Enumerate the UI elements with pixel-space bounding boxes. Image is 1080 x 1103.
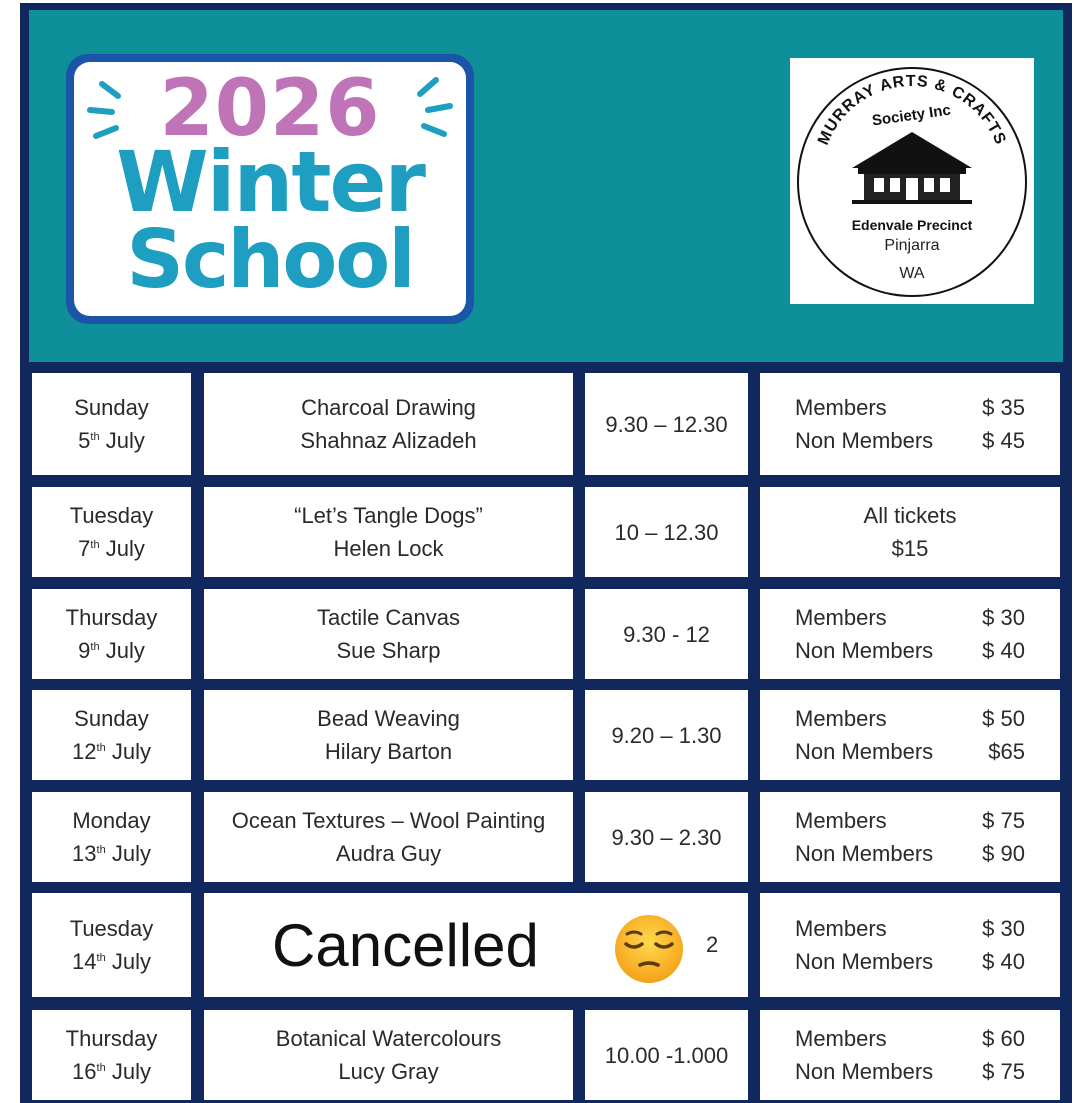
weekday: Monday	[72, 808, 151, 833]
price-label: Non Members	[795, 841, 934, 866]
session-time: 10 – 12.30	[614, 519, 719, 545]
time-cell	[585, 690, 748, 780]
date-number: 13	[72, 841, 97, 866]
weekday: Sunday	[74, 706, 149, 731]
date-cell	[32, 589, 191, 679]
date-lines	[74, 391, 149, 457]
stray-digit: 2	[706, 932, 719, 957]
price-amount: $ 50	[982, 706, 1025, 731]
workshop-title: Charcoal Drawing	[301, 395, 476, 420]
price-label: Non Members	[795, 428, 934, 453]
price-amount: $ 90	[982, 841, 1025, 866]
date-cell	[32, 373, 191, 475]
workshop-title: Botanical Watercolours	[275, 1026, 502, 1051]
month: July	[111, 841, 151, 866]
date-number: 16	[72, 1059, 97, 1084]
tutor-name: Shahnaz Alizadeh	[300, 428, 477, 453]
date-suffix: th	[90, 539, 100, 551]
weekday: Tuesday	[69, 503, 154, 528]
month: July	[105, 536, 145, 561]
date-number: 5	[78, 428, 91, 453]
logo-precinct-text: Edenvale Precinct	[851, 217, 973, 233]
tutor-name: Lucy Gray	[338, 1059, 439, 1084]
workshop-lines	[276, 1022, 501, 1088]
price-label: Members	[795, 605, 887, 630]
date-suffix: th	[96, 1062, 106, 1074]
date-line	[70, 945, 154, 978]
logo-town-text: Pinjarra	[884, 237, 940, 254]
price-amount: $ 40	[982, 949, 1025, 974]
date-line	[72, 735, 151, 768]
title-badge-inner	[74, 62, 466, 316]
house-icon	[852, 132, 972, 204]
price-amount: $ 75	[982, 1059, 1025, 1084]
price-label: Members	[795, 916, 887, 941]
workshop-title: Ocean Textures – Wool Painting	[231, 808, 546, 833]
price-amount: $ 60	[982, 1026, 1025, 1051]
price-row	[795, 837, 1025, 870]
date-cell	[32, 690, 191, 780]
time-cell	[585, 589, 748, 679]
price-row	[795, 912, 1025, 945]
logo-arc-text: MURRAY ARTS & CRAFTS	[814, 72, 1010, 148]
price-row	[795, 804, 1025, 837]
price-row	[795, 702, 1025, 735]
price-row	[795, 634, 1025, 667]
workshop-cell	[204, 589, 573, 679]
poster-title-line2: School	[126, 213, 414, 306]
price-label: Non Members	[795, 739, 934, 764]
workshop-lines	[232, 804, 545, 870]
price-amount: $ 35	[982, 395, 1025, 420]
price-row	[795, 1022, 1025, 1055]
month: July	[111, 739, 151, 764]
tutor-name: Sue Sharp	[336, 638, 441, 663]
workshop-lines	[317, 702, 460, 768]
price-amount: $ 75	[982, 808, 1025, 833]
price-lines	[795, 1022, 1025, 1088]
date-lines	[66, 601, 158, 667]
price-label: Non Members	[795, 1059, 934, 1084]
session-time: 9.30 – 12.30	[605, 411, 728, 437]
price-label: Members	[795, 706, 887, 731]
price-lines	[795, 804, 1025, 870]
date-lines	[72, 702, 151, 768]
date-cell	[32, 1010, 191, 1100]
month: July	[105, 638, 145, 663]
price-row	[795, 424, 1025, 457]
price-cell	[760, 690, 1060, 780]
date-number: 9	[78, 638, 91, 663]
workshop-title: Bead Weaving	[317, 706, 460, 731]
workshop-lines	[317, 601, 460, 667]
session-time: 9.30 - 12	[623, 621, 710, 647]
price-amount: $ 30	[982, 605, 1025, 630]
price-row	[795, 601, 1025, 634]
price-amount: $ 30	[982, 916, 1025, 941]
date-lines	[70, 912, 154, 978]
price-label: Members	[795, 1026, 887, 1051]
session-time: 10.00 -1.000	[604, 1042, 729, 1068]
poster-title-line1: Winter	[116, 133, 424, 231]
date-number: 12	[72, 739, 97, 764]
workshop-lines	[300, 391, 476, 457]
weekday: Tuesday	[69, 916, 154, 941]
price-text: $15	[891, 536, 929, 561]
weekday: Sunday	[74, 395, 149, 420]
price-row	[795, 945, 1025, 978]
date-lines	[66, 1022, 158, 1088]
workshop-title: “Let’s Tangle Dogs”	[294, 503, 483, 528]
price-label: Non Members	[795, 949, 934, 974]
weekday: Thursday	[65, 605, 158, 630]
time-cell	[585, 1010, 748, 1100]
date-number: 7	[78, 536, 91, 561]
society-logo	[790, 58, 1034, 304]
logo-society-text: Society Inc	[870, 101, 952, 130]
month: July	[105, 428, 145, 453]
time-cell	[585, 487, 748, 577]
price-cell	[760, 792, 1060, 882]
price-row	[795, 1055, 1025, 1088]
price-label: Members	[795, 808, 887, 833]
price-label: Members	[795, 395, 887, 420]
price-lines	[795, 912, 1025, 978]
price-cell	[760, 589, 1060, 679]
price-amount: $ 45	[982, 428, 1025, 453]
workshop-cell	[204, 1010, 573, 1100]
tutor-name: Hilary Barton	[324, 739, 453, 764]
time-cell	[585, 792, 748, 882]
workshop-title: Tactile Canvas	[316, 605, 461, 630]
month: July	[111, 949, 151, 974]
price-text: All tickets	[863, 503, 957, 528]
date-line	[74, 424, 149, 457]
date-suffix: th	[96, 952, 106, 964]
date-line	[66, 634, 158, 667]
price-amount: $ 40	[982, 638, 1025, 663]
date-line	[66, 1055, 158, 1088]
time-cell	[585, 373, 748, 475]
logo-state-text: WA	[899, 265, 925, 282]
price-amount: $65	[988, 739, 1025, 764]
weekday: Thursday	[65, 1026, 158, 1051]
price-cell	[760, 1010, 1060, 1100]
price-cell	[760, 373, 1060, 475]
date-line	[70, 532, 154, 565]
date-line	[72, 837, 151, 870]
date-cell	[32, 487, 191, 577]
session-time: 9.30 – 2.30	[611, 824, 722, 850]
poster-year: 2026	[159, 64, 381, 154]
tutor-name: Audra Guy	[335, 841, 442, 866]
date-lines	[70, 499, 154, 565]
month: July	[111, 1059, 151, 1084]
date-number: 14	[72, 949, 97, 974]
price-row	[795, 391, 1025, 424]
date-lines	[72, 804, 151, 870]
date-suffix: th	[96, 844, 106, 856]
workshop-cell	[204, 487, 573, 577]
date-suffix: th	[90, 641, 100, 653]
tutor-name: Helen Lock	[333, 536, 444, 561]
workshop-cell	[204, 792, 573, 882]
price-label: Non Members	[795, 638, 934, 663]
date-cell	[32, 893, 191, 997]
date-suffix: th	[96, 742, 106, 754]
price-row	[795, 735, 1025, 768]
price-cell	[760, 893, 1060, 997]
price-cell	[760, 487, 1060, 577]
cancelled-label: Cancelled	[272, 912, 539, 979]
workshop-cell	[204, 690, 573, 780]
price-lines	[795, 499, 1025, 565]
price-lines	[795, 601, 1025, 667]
pensive-face-icon	[612, 912, 686, 986]
workshop-lines	[294, 499, 483, 565]
date-suffix: th	[90, 431, 100, 443]
price-lines	[795, 702, 1025, 768]
session-time: 9.20 – 1.30	[611, 722, 722, 748]
date-cell	[32, 792, 191, 882]
price-lines	[795, 391, 1025, 457]
workshop-cell	[204, 373, 573, 475]
